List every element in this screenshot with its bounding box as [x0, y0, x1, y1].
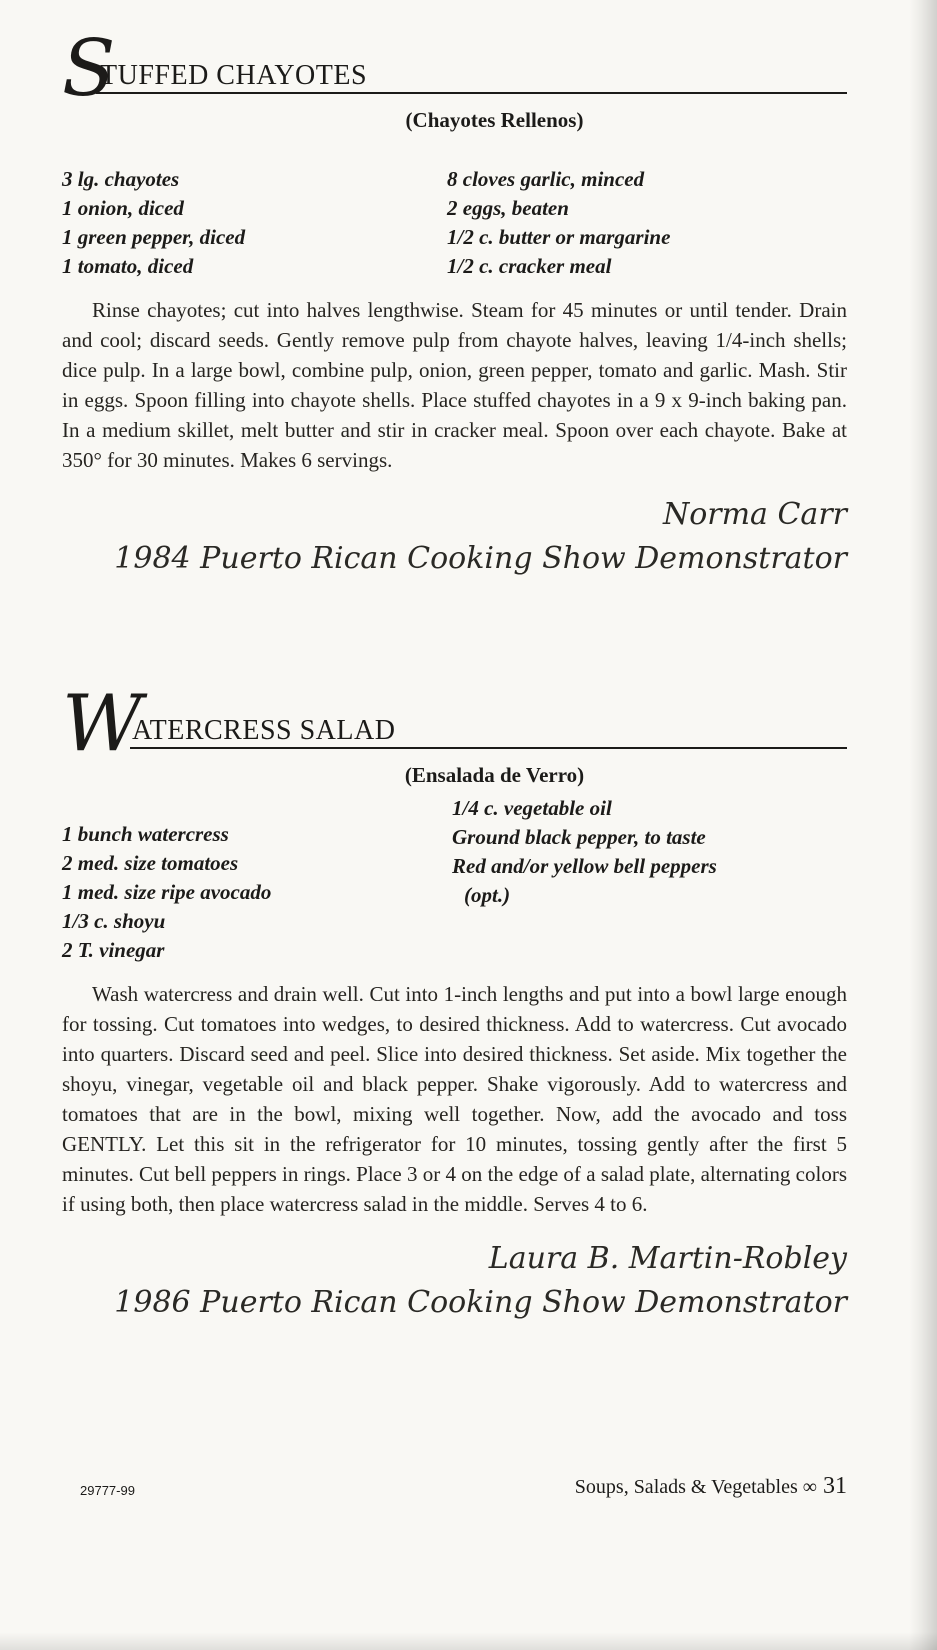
ingredient: 8 cloves garlic, minced [447, 167, 645, 191]
page-edge-shadow [909, 0, 937, 1650]
recipe-instructions: Rinse chayotes; cut into halves lengthwise. Steam for 45 minutes or until tender. Drain and cool; discard seeds. Gently remove pulp from chayote halves, leaving 1/4-inch shells; dice pulp. In a large bowl, combine pulp, onion, green pepper, tomato and garlic. Mash. Stir in eggs. Spoon filling into chayote shells. Place stuffed chayotes in a 9 x 9-inch baking pan. In a medium skillet, melt butter and stir in cracker meal. Spoon over each chayote. Bake at 350° for 30 minutes. Makes 6 servings. [62, 298, 847, 472]
ingredient-column-left [62, 165, 447, 281]
recipe-credit: 1986 Puerto Rican Cooking Show Demonstrator [114, 1285, 847, 1320]
recipe-title-row [62, 679, 847, 769]
ingredient: 1 med. size ripe avocado [62, 880, 272, 904]
ingredient: 2 eggs, beaten [447, 196, 569, 220]
ingredient: (opt.) [464, 883, 511, 907]
ingredient: 1/2 c. cracker meal [447, 254, 612, 278]
recipe-watercress-salad [62, 679, 847, 1325]
ingredient: Red and/or yellow bell peppers [452, 854, 717, 878]
recipe-title: ATERCRESS SALAD [132, 715, 396, 746]
recipe-subtitle: (Ensalada de Verro) [404, 763, 585, 787]
recipe-author: Laura B. Martin-Robley [488, 1241, 847, 1276]
decorative-drop-cap: S [62, 24, 116, 114]
ingredient-column-right [452, 794, 717, 965]
ingredient: 1 green pepper, diced [62, 225, 246, 249]
ingredient: 1 onion, diced [62, 196, 184, 220]
ingredient-list [62, 165, 847, 281]
ingredient: Ground black pepper, to taste [452, 825, 706, 849]
ingredient-column-left [62, 820, 452, 965]
ingredient-column-right [447, 165, 670, 281]
decorative-drop-cap: W [62, 679, 143, 769]
recipe-credit: 1984 Puerto Rican Cooking Show Demonstrator [114, 541, 847, 576]
page-bottom-shadow [0, 1632, 937, 1650]
title-underline [96, 92, 847, 94]
title-underline [130, 747, 847, 749]
ingredient: 1/3 c. shoyu [62, 909, 166, 933]
recipe-stuffed-chayotes [62, 24, 847, 581]
page-number: 31 [823, 1473, 847, 1499]
ingredient: 1/4 c. vegetable oil [452, 796, 612, 820]
recipe-subtitle: (Chayotes Rellenos) [405, 108, 584, 132]
recipe-instructions: Wash watercress and drain well. Cut into 1-inch lengths and put into a bowl large enough for tossing. Cut tomatoes into wedges, to desired thickness. Add to watercress. Cut avocado into quarters. Discard seed and peel. Slice into desired thickness. Set aside. Mix together the shoyu, vinegar, vegetable oil and black pepper. Shake vigorously. Add to watercress and tomatoes that are in the bowl, mixing well together. Now, add the avocado and toss GENTLY. Let this sit in the refrigerator for 10 minutes, tossing gently after the first 5 minutes. Cut bell peppers in rings. Place 3 or 4 on the edge of a salad plate, alternating colors if using both, then place watercress salad in the middle. Serves 4 to 6. [62, 982, 847, 1216]
footer-section [575, 1473, 847, 1500]
ingredient: 1/2 c. butter or margarine [447, 225, 671, 249]
recipe-title: TUFFED CHAYOTES [100, 60, 368, 91]
ingredient: 2 med. size tomatoes [62, 851, 239, 875]
section-name: Soups, Salads & Vegetables ∞ [574, 1476, 817, 1498]
ingredient: 3 lg. chayotes [62, 167, 180, 191]
recipe-author: Norma Carr [662, 497, 847, 532]
ingredient: 1 bunch watercress [62, 822, 229, 846]
ingredient-list [62, 796, 847, 965]
ingredient: 1 tomato, diced [62, 254, 194, 278]
recipe-title-row [62, 24, 847, 114]
footer-code: 29777-99 [80, 1483, 135, 1498]
ingredient: 2 T. vinegar [62, 938, 165, 962]
